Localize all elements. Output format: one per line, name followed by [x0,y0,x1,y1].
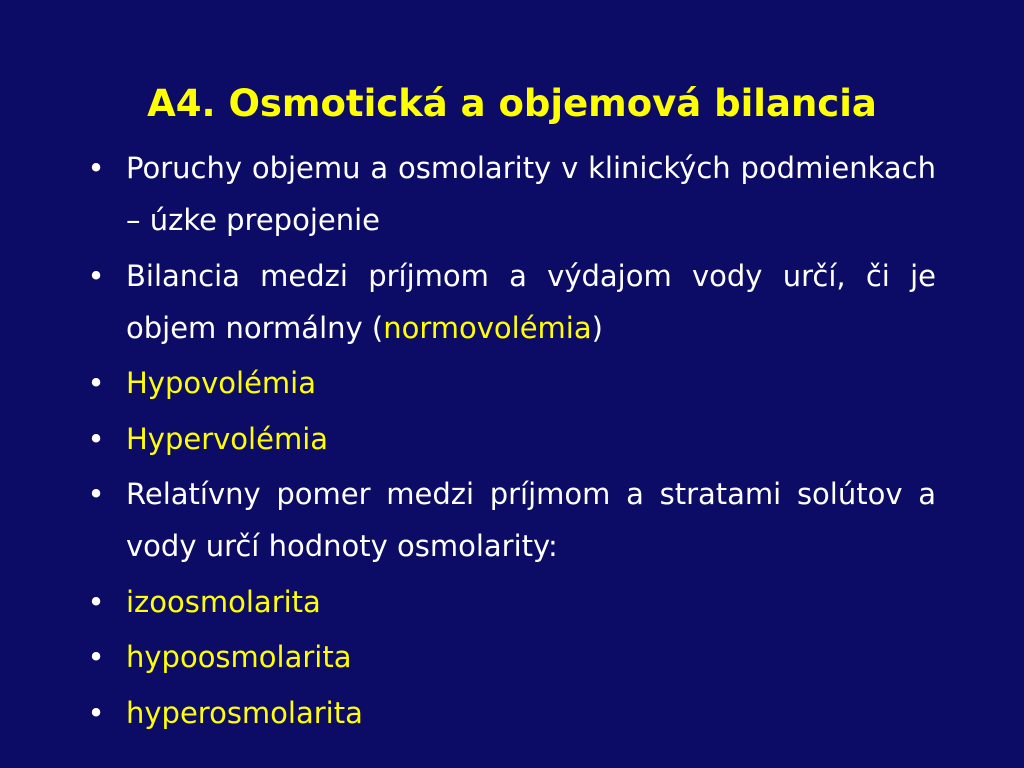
bullet-item [86,576,936,628]
slide-title: A4. Osmotická a objemová bilancia [147,82,877,125]
bullet-text [126,259,936,345]
bullet-item [86,413,936,465]
bullet-icon: • [87,258,105,293]
bullet-item [86,250,936,354]
bullet-icon: • [87,695,105,730]
bullet-text: izoosmolarita [126,584,321,619]
bullet-icon: • [87,584,105,619]
bullet-text: Hypervolémia [126,421,329,456]
bullet-item [86,687,936,739]
bullet-text: Poruchy objemu a osmolarity v klinických podmienkach – úzke prepojenie [126,151,936,237]
bullet-text: Relatívny pomer medzi príjmom a stratami solútov a vody určí hodnoty osmolarity: [126,477,936,563]
bullet-item [86,142,936,246]
bullet-icon: • [87,640,105,674]
bullet-icon: • [87,477,105,511]
bullet-text: hyperosmolarita [126,695,363,730]
highlighted-term: normovolémia [383,310,592,345]
bullet-icon: • [87,366,105,400]
bullet-item [86,468,936,572]
bullet-text: Hypovolémia [126,366,317,400]
bullet-text-after: ) [591,310,603,345]
bullet-icon: • [87,151,105,185]
bullet-list [86,142,936,742]
bullet-icon: • [87,421,105,456]
bullet-text: hypoosmolarita [126,640,352,674]
bullet-item [86,357,936,409]
bullet-text-before: Bilancia medzi príjmom a výdajom vody určí, či je objem normálny ( [126,258,936,345]
bullet-item [86,631,936,683]
